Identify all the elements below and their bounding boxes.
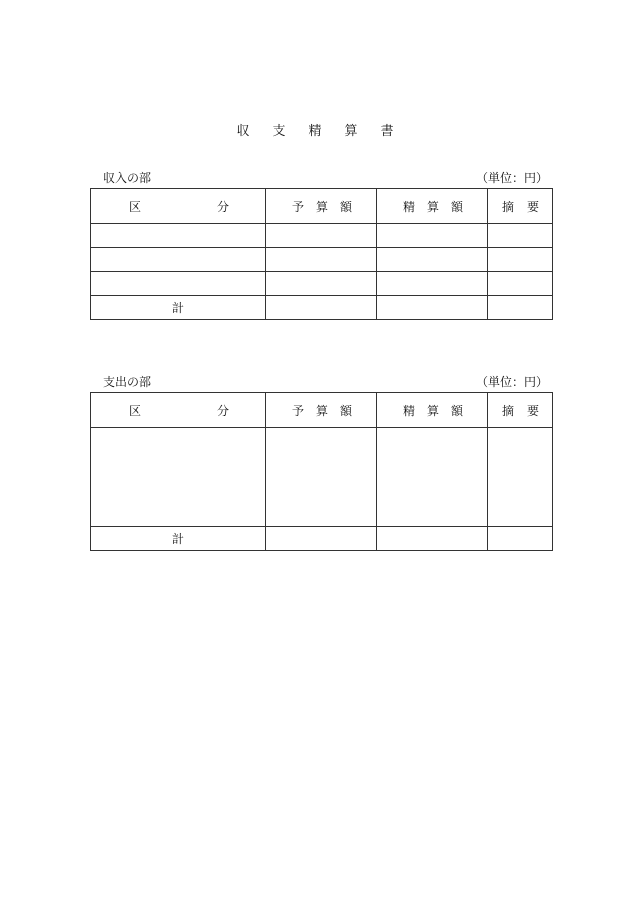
expenses-unit-label: （単位：円） bbox=[475, 375, 548, 389]
table-cell bbox=[91, 428, 266, 527]
table-cell bbox=[266, 248, 377, 272]
title-char: 精 bbox=[308, 124, 322, 139]
title-char: 収 bbox=[236, 124, 250, 139]
expenses-total-row bbox=[91, 527, 553, 551]
table-cell bbox=[377, 428, 488, 527]
total-label: 計 bbox=[91, 527, 266, 551]
table-cell bbox=[488, 248, 553, 272]
title-char: 算 bbox=[344, 124, 358, 139]
table-cell bbox=[377, 272, 488, 296]
table-cell bbox=[377, 224, 488, 248]
table-cell bbox=[488, 428, 553, 527]
table-cell bbox=[266, 428, 377, 527]
table-cell bbox=[488, 296, 553, 320]
table-cell bbox=[377, 296, 488, 320]
table-cell bbox=[91, 248, 266, 272]
header-category: 区 分 bbox=[91, 189, 266, 224]
header-settlement: 精 算 額 bbox=[377, 189, 488, 224]
expenses-table bbox=[90, 392, 553, 551]
table-cell bbox=[488, 272, 553, 296]
expenses-section-label: 支出の部 bbox=[103, 375, 152, 389]
table-cell bbox=[266, 224, 377, 248]
header-remarks: 摘 要 bbox=[488, 393, 553, 428]
expenses-header-row bbox=[91, 393, 553, 428]
income-section-label: 収入の部 bbox=[103, 171, 152, 185]
income-table bbox=[90, 188, 553, 320]
header-category: 区 分 bbox=[91, 393, 266, 428]
income-total-row bbox=[91, 296, 553, 320]
title-char: 書 bbox=[380, 124, 394, 139]
table-cell bbox=[91, 272, 266, 296]
header-budget: 予 算 額 bbox=[266, 189, 377, 224]
header-budget: 予 算 額 bbox=[266, 393, 377, 428]
table-row bbox=[91, 248, 553, 272]
table-row bbox=[91, 272, 553, 296]
income-unit-label: （単位：円） bbox=[475, 171, 548, 185]
table-row bbox=[91, 224, 553, 248]
income-header-row bbox=[91, 189, 553, 224]
document-title bbox=[0, 120, 630, 139]
header-settlement: 精 算 額 bbox=[377, 393, 488, 428]
table-cell bbox=[377, 527, 488, 551]
table-cell bbox=[266, 296, 377, 320]
total-label: 計 bbox=[91, 296, 266, 320]
table-cell bbox=[377, 248, 488, 272]
header-remarks: 摘 要 bbox=[488, 189, 553, 224]
table-row bbox=[91, 428, 553, 527]
table-cell bbox=[266, 272, 377, 296]
table-cell bbox=[488, 527, 553, 551]
table-cell bbox=[488, 224, 553, 248]
table-cell bbox=[91, 224, 266, 248]
title-char: 支 bbox=[272, 124, 286, 139]
table-cell bbox=[266, 527, 377, 551]
